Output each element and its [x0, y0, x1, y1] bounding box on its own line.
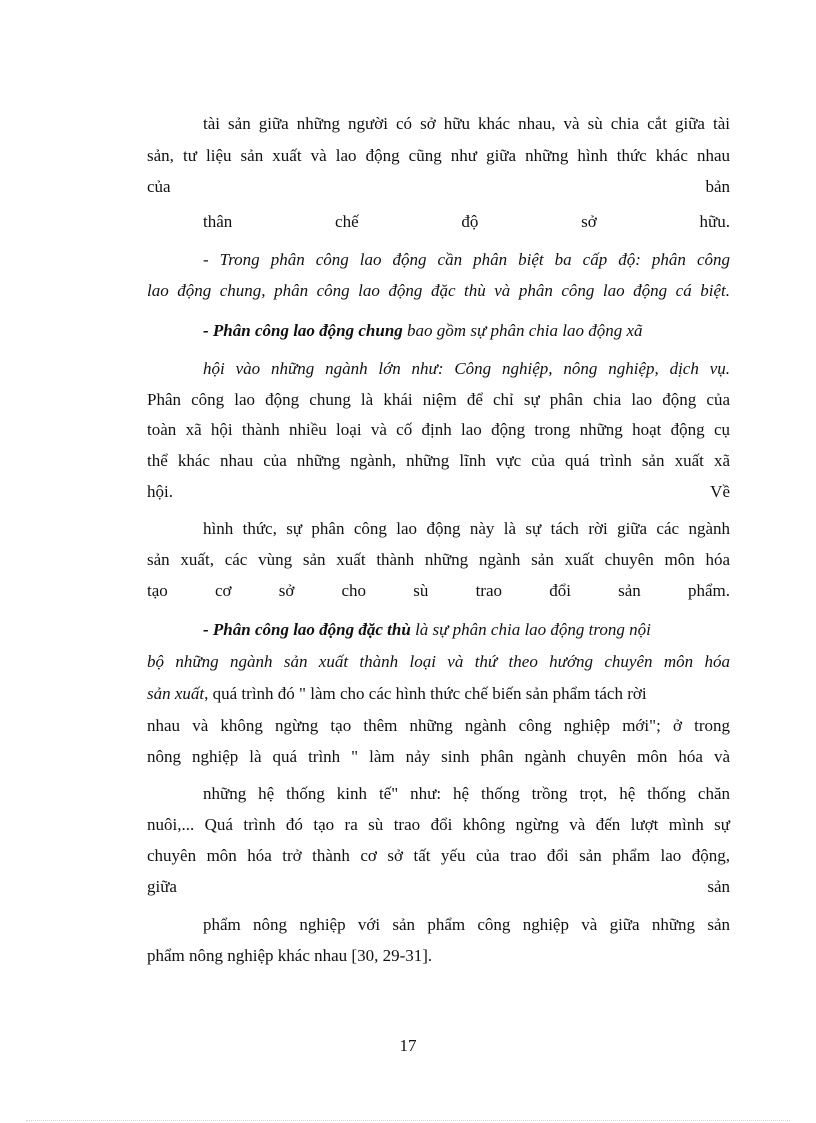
text-line: nhau và không ngừng tạo thêm những ngành công nghiệp mới"; ở trong [147, 716, 730, 735]
text-run: , quá trình đó " làm cho các hình thức chế biến sản phẩm tách rời [204, 684, 647, 703]
text-line: phẩm nông nghiệp khác nhau [30, 29-31]. [147, 946, 433, 965]
text-line: chuyên môn hóa trở thành cơ sở tất yếu của trao đổi sản phẩm lao động, [147, 846, 730, 865]
text-line: nông nghiệp là quá trình " làm nảy sinh phân ngành chuyên môn hóa và [147, 747, 730, 766]
term-definition: bao gồm sự phân chia lao động xã [402, 321, 643, 340]
italic-phrase: sản xuất [147, 684, 205, 703]
text-line: thân chế độ sở hữu. [203, 212, 730, 231]
text-line: - Trong phân công lao động cần phân biệt ba cấp độ: phân công [203, 250, 730, 269]
text-line: toàn xã hội thành nhiều loại và cố định lao động trong những hoạt động cụ [147, 420, 730, 439]
text-line: của bản [147, 177, 730, 196]
text-line: những hệ thống kinh tế" như: hệ thống trồng trọt, hệ thống chăn [203, 784, 730, 803]
text-line [147, 683, 730, 705]
text-line: giữa sản [147, 877, 730, 896]
text-line: tạo cơ sở cho sù trao đổi sản phẩm. [147, 581, 730, 600]
term-definition: là sự phân chia lao động trong nội [410, 620, 651, 639]
text-line: sản, tư liệu sản xuất và lao động cũng như giữa những hình thức khác nhau [147, 146, 730, 165]
text-line: Phân công lao động chung là khái niệm để chỉ sự phân chia lao động của [147, 390, 730, 409]
page-edge-divider [26, 1120, 790, 1121]
text-line: phẩm nông nghiệp với sản phẩm công nghiệp và giữa những sản [203, 915, 730, 934]
term-specific-division: - Phân công lao động đặc thù [203, 620, 411, 639]
text-line: bộ những ngành sản xuất thành loại và thứ theo hướng chuyên môn hóa [147, 652, 730, 671]
text-line: hội. Về [147, 482, 730, 501]
term-general-division: - Phân công lao động chung [203, 321, 403, 340]
text-line: tài sản giữa những người có sở hữu khác nhau, và sù chia cắt giữa tài [203, 114, 730, 133]
text-line: lao động chung, phân công lao động đặc thù và phân công lao động cá biệt. [147, 281, 730, 300]
text-line [203, 619, 730, 641]
text-line [203, 320, 730, 342]
text-line: hội vào những ngành lớn như: Công nghiệp, nông nghiệp, dịch vụ. [203, 359, 730, 378]
text-line: sản xuất, các vùng sản xuất thành những ngành sản xuất chuyên môn hóa [147, 550, 730, 569]
page-number: 17 [399, 1036, 417, 1055]
text-line: thể khác nhau của những ngành, những lĩnh vực của quá trình sản xuất xã [147, 451, 730, 470]
text-line: nuôi,... Quá trình đó tạo ra sù trao đổi không ngừng và đến lượt mình sự [147, 815, 730, 834]
text-line: hình thức, sự phân công lao động này là sự tách rời giữa các ngành [203, 519, 730, 538]
